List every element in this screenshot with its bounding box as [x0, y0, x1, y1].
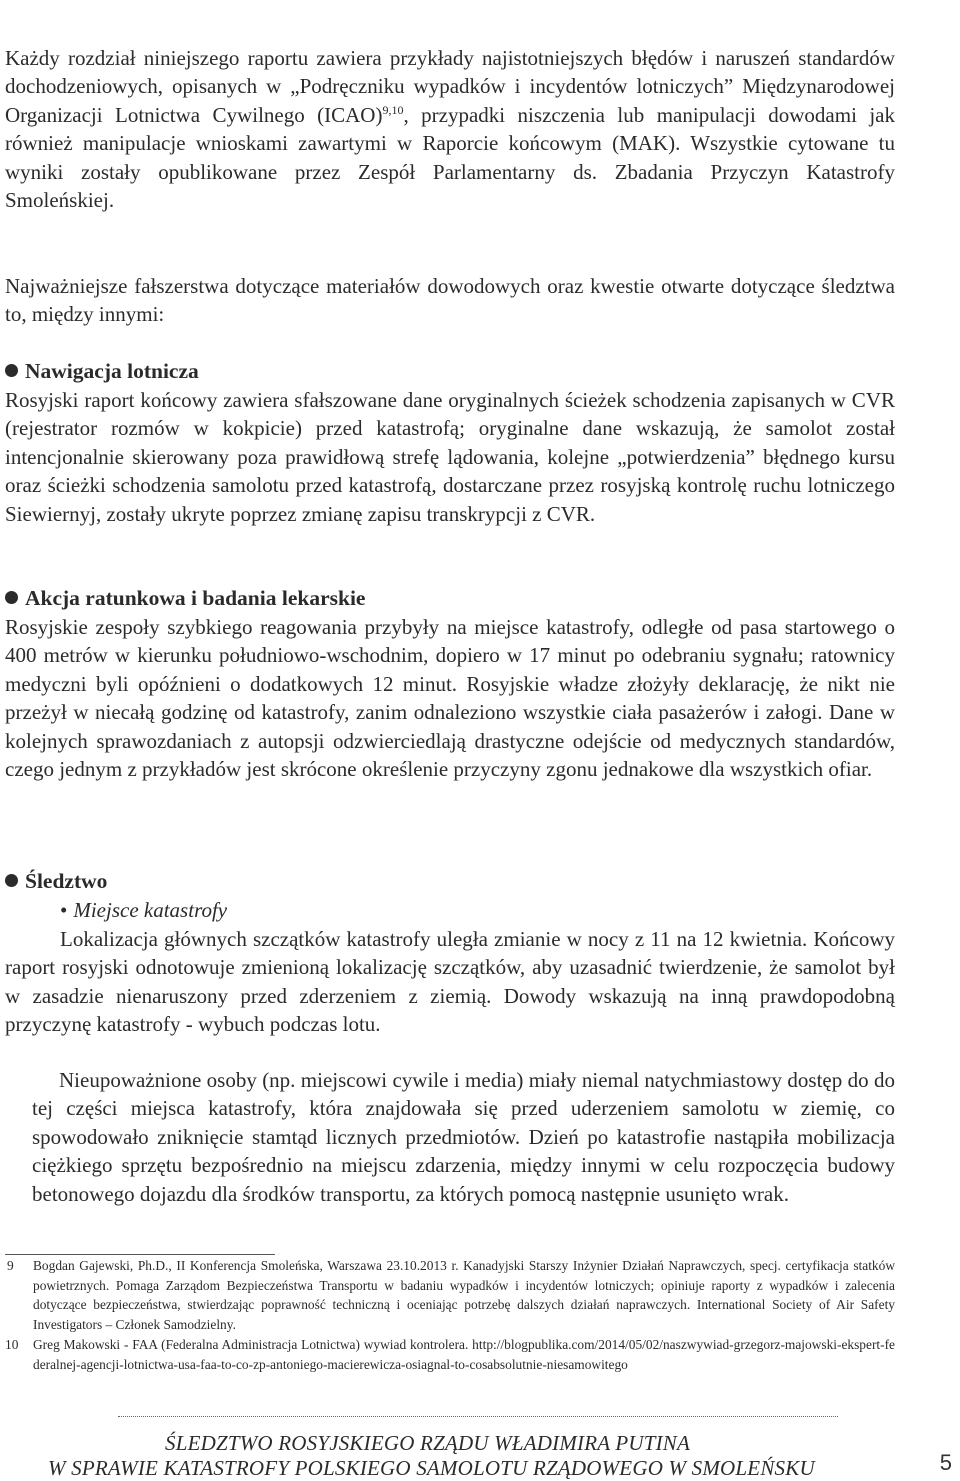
footnote-refs[interactable]: 9,10	[382, 102, 404, 117]
crash-site-paragraph: Lokalizacja głównych szczątków katastrofy uległa zmianie w nocy z 11 na 12 kwietnia. Końcowy raport rosyjski odnotowuje zmienioną lokalizację szczątków, aby uzasadnić twierdzenie, że samolot był w zasadzie nienaruszony przed zderzeniem z ziemią. Dowody wskazują na inną prawdopodobną przyczynę katastrofy - wybuch podczas lotu.	[5, 927, 895, 1037]
footer-title-line2: W SPRAWIE KATASTROFY POLSKIEGO SAMOLOTU RZĄDOWEGO W SMOLEŃSKU	[48, 1456, 815, 1480]
subheading-crash-site	[60, 896, 227, 924]
rescue-paragraph: Rosyjskie zespoły szybkiego reagowania przybyły na miejsce katastrofy, odległe od pasa startowego o 400 metrów w kierunku południowo-wschodnim, dopiero w 17 minut po odebraniu sygnału; ratownicy medyczni byli opóźnieni o dodatkowych 12 minut. Rosyjskie władze złożyły deklarację, że nikt nie przeżył w niecałą godzinę od katastrofy, zanim odnaleziono wszystkie ciała pasażerów i załogi. Dane w kolejnych sprawozdaniach z autopsji odzwierciedlają drastyczne odejście od medycznych standardów, czego jednym z przykładów jest skrócone określenie przyczyny zgonu jednakowe dla wszystkich ofiar.	[5, 615, 895, 782]
footnote-9: Bogdan Gajewski, Ph.D., II Konferencja Smoleńska, Warszawa 23.10.2013 r. Kanadyjski Starszy Inżynier Działań Naprawczych, specj. certyfikacja statków powietrznych. Pomaga Zarządom Bezpieczeństwa Transportu w badaniu wypadków i incydentów lotniczych; opiniuje raporty z wypadków i zalecenia dotyczące bezpieczeństwa, stwierdzając poprawność techniczną i oceniając potrzebę dalszych działań naprawczych. International Society of Air Safety Investigators – Członek Samodzielny.	[33, 1258, 895, 1332]
footer-rule	[118, 1416, 838, 1417]
footnote-10	[33, 1335, 895, 1374]
page-number: 5	[939, 1450, 952, 1475]
section-heading-text: Nawigacja lotnicza	[25, 359, 199, 383]
section-heading-rescue	[5, 584, 365, 612]
subheading-text: Miejsce katastrofy	[73, 898, 228, 922]
footnote-separator	[5, 1254, 275, 1255]
unauthorized-access-paragraph: Nieupoważnione osoby (np. miejscowi cywile i media) miały niemal natychmiastowy dostęp do do tej części miejsca katastrofy, która znajdowała się przed uderzeniem samolotu w ziemię, co spowodowało zniknięcie stamtąd licznych przedmiotów. Dzień po katastrofie nastąpiła mobilizacja ciężkiego sprzętu bezpośrednio na miejscu zdarzenia, między innymi w celu rozpoczęcia budowy betonowego dojazdu dla środków transportu, za których pomocą następnie usunięto wrak.	[32, 1068, 895, 1206]
bullet-dot	[5, 874, 18, 887]
section-heading-investigation	[5, 867, 107, 895]
navigation-paragraph: Rosyjski raport końcowy zawiera sfałszowane dane oryginalnych ścieżek schodzenia zapisanych w CVR (rejestrator rozmów w kokpicie) przed katastrofą; oryginalne dane wskazują, że samolot został intencjonalnie skierowany poza prawidłową strefę lądowania, kolejne „potwierdzenia” błędnego kursu oraz ścieżki schodzenia samolotu przed katastrofą, dostarczane przez rosyjską kontrolę ruchu lotniczego Siewiernyj, zostały ukryte poprzez zmianę zapisu transkrypcji z CVR.	[5, 388, 895, 526]
intro-paragraph	[5, 44, 895, 214]
bullet-dot	[5, 591, 18, 604]
footnote-number: 10	[5, 1337, 19, 1352]
bullet-dot	[5, 364, 18, 377]
intro-text: Każdy rozdział niniejszego raportu zawiera przykłady najistotniejszych błędów i naruszeń standardów dochodzeniowych, opisanych w „Podręczniku wypadków i incydentów lotniczych” Międzynarodowej Organizacji Lotnictwa Cywilnego (ICAO)	[5, 46, 895, 127]
footnote-10-text[interactable]: Greg Makowski - FAA (Federalna Administracja Lotnictwa) wywiad kontrolera. http://blogpublika.com/2014/05/02/naszwywiad-grzegorz-majowski-ekspert-federalnej-agencji-lotnictwa-usa-faa-to-co-zp-antoniego-macierewicza-osiagnal-to-cosabsolutnie-niesamowitego	[33, 1337, 895, 1372]
fraud-intro-paragraph: Najważniejsze fałszerstwa dotyczące materiałów dowodowych oraz kwestie otwarte dotyczące śledztwa to, między innymi:	[5, 274, 895, 327]
sub-bullet: •	[60, 898, 68, 922]
intro-text-continued: , przypadki niszczenia lub manipulacji dowodami jak również manipulacje wnioskami zawartymi w Raporcie końcowym (MAK). Wszystkie cytowane tu wyniki zostały opublikowane przez Zespół Parlamentarny ds. Zbadania Przyczyn Katastrofy Smoleńskiej.	[5, 102, 896, 213]
footnote-number: 9	[7, 1258, 14, 1273]
section-heading-text: Akcja ratunkowa i badania lekarskie	[25, 586, 366, 610]
section-heading-text: Śledztwo	[25, 869, 108, 893]
section-heading-navigation	[5, 357, 199, 385]
footer-title-line1: ŚLEDZTWO ROSYJSKIEGO RZĄDU WŁADIMIRA PUTINA	[165, 1431, 691, 1455]
